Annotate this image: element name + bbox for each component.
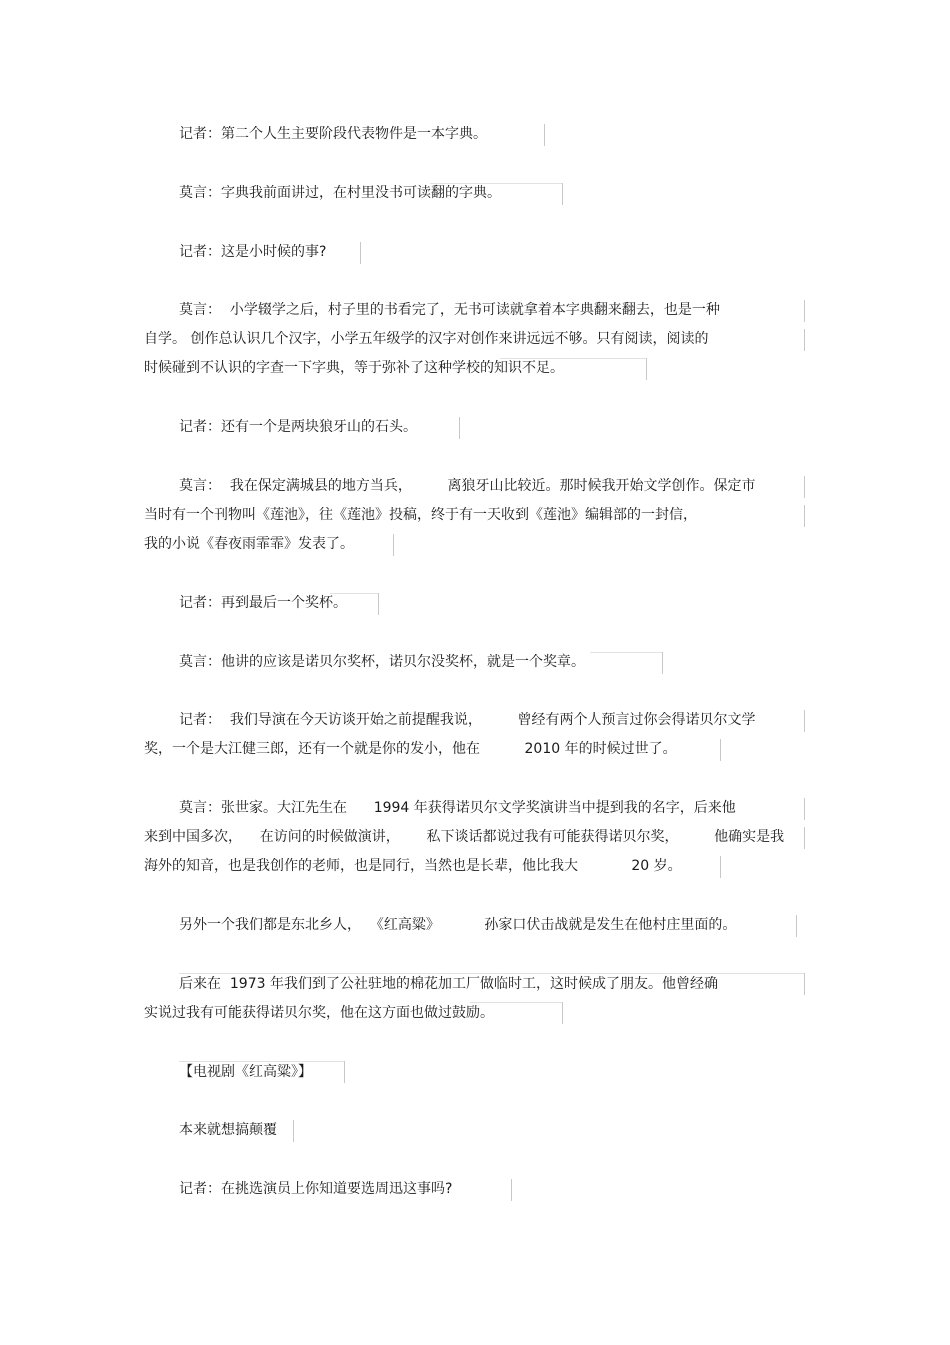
text-frame-edge — [344, 1061, 345, 1083]
text-frame-edge — [500, 358, 646, 359]
paragraph-line: 我的小说《春夜雨霏霏》发表了。 — [144, 536, 354, 552]
text-frame-edge — [511, 1179, 512, 1201]
text-frame-edge — [804, 476, 805, 498]
text-frame-edge — [804, 300, 805, 322]
paragraph-line: 海外的知音，也是我创作的老师，也是同行，当然也是长辈，他比我大 20 岁。 — [144, 858, 682, 874]
text-frame-edge — [378, 593, 379, 615]
paragraph-line: 记者：第二个人生主要阶段代表物件是一本字典。 — [179, 126, 487, 142]
text-frame-edge — [562, 1002, 563, 1024]
paragraph-line: 记者：再到最后一个奖杯。 — [179, 595, 347, 611]
paragraph-line: 记者：这是小时候的事? — [179, 244, 327, 260]
text-frame-edge — [662, 652, 663, 674]
text-frame-edge — [804, 505, 805, 527]
text-frame-edge — [720, 739, 721, 761]
text-frame-edge — [590, 652, 662, 653]
paragraph-line: 记者：在挑选演员上你知道要选周迅这事吗? — [179, 1181, 453, 1197]
text-frame-edge — [179, 973, 804, 974]
text-frame-edge — [360, 242, 361, 264]
text-frame-edge — [796, 915, 797, 937]
text-frame-edge — [804, 329, 805, 351]
paragraph-line: 当时有一个刊物叫《莲池》，往《莲池》投稿，终于有一天收到《莲池》编辑部的一封信， — [144, 507, 697, 523]
paragraph-line: 莫言：张世家。大江先生在 1994 年获得诺贝尔文学奖演讲当中提到我的名字，后来他 — [179, 800, 736, 816]
text-frame-edge — [179, 1061, 344, 1062]
text-frame-edge — [804, 710, 805, 732]
text-frame-edge — [470, 1002, 562, 1003]
paragraph-line: 后来在 1973 年我们到了公社驻地的棉花加工厂做临时工，这时候成了朋友。他曾经确 — [179, 976, 718, 992]
paragraph-line: 莫言： 我在保定满城县的地方当兵， 离狼牙山比较近。那时候我开始文学创作。保定市 — [179, 478, 756, 494]
paragraph-line: 时候碰到不认识的字查一下字典，等于弥补了这种学校的知识不足。 — [144, 360, 564, 376]
paragraph-line: 莫言：他讲的应该是诺贝尔奖杯，诺贝尔没奖杯，就是一个奖章。 — [179, 654, 585, 670]
paragraph-line: 自学。 创作总认识几个汉字，小学五年级学的汉字对创作来讲远远不够。只有阅读，阅读的 — [144, 331, 709, 347]
text-frame-edge — [720, 856, 721, 878]
paragraph-line: 奖，一个是大江健三郎，还有一个就是你的发小，他在 2010 年的时候过世了。 — [144, 741, 677, 757]
paragraph-line: 莫言：字典我前面讲过，在村里没书可读翻的字典。 — [179, 185, 501, 201]
text-frame-edge — [293, 1120, 294, 1142]
paragraph-line: 【电视剧《红高粱》】 — [179, 1064, 312, 1080]
paragraph-line: 记者： 我们导演在今天访谈开始之前提醒我说， 曾经有两个人预言过你会得诺贝尔文学 — [179, 712, 756, 728]
text-frame-edge — [562, 183, 563, 205]
paragraph-line: 实说过我有可能获得诺贝尔奖，他在这方面也做过鼓励。 — [144, 1005, 494, 1021]
text-frame-edge — [393, 534, 394, 556]
text-frame-edge — [459, 417, 460, 439]
paragraph-line: 莫言： 小学辍学之后，村子里的书看完了，无书可读就拿着本字典翻来翻去，也是一种 — [179, 302, 720, 318]
paragraph-line: 本来就想搞颠覆 — [179, 1122, 277, 1138]
paragraph-line: 另外一个我们都是东北乡人， 《红高粱》 孙家口伏击战就是发生在他村庄里面的。 — [179, 917, 737, 933]
text-frame-edge — [804, 827, 805, 849]
text-frame-edge — [544, 124, 545, 146]
text-frame-edge — [804, 973, 805, 995]
text-frame-edge — [646, 358, 647, 380]
text-frame-edge — [804, 798, 805, 820]
text-frame-edge — [330, 593, 378, 594]
text-frame-edge — [430, 183, 562, 184]
paragraph-line: 记者：还有一个是两块狼牙山的石头。 — [179, 419, 417, 435]
paragraph-line: 来到中国多次， 在访问的时候做演讲， 私下谈话都说过我有可能获得诺贝尔奖， 他确实是我 — [144, 829, 785, 845]
